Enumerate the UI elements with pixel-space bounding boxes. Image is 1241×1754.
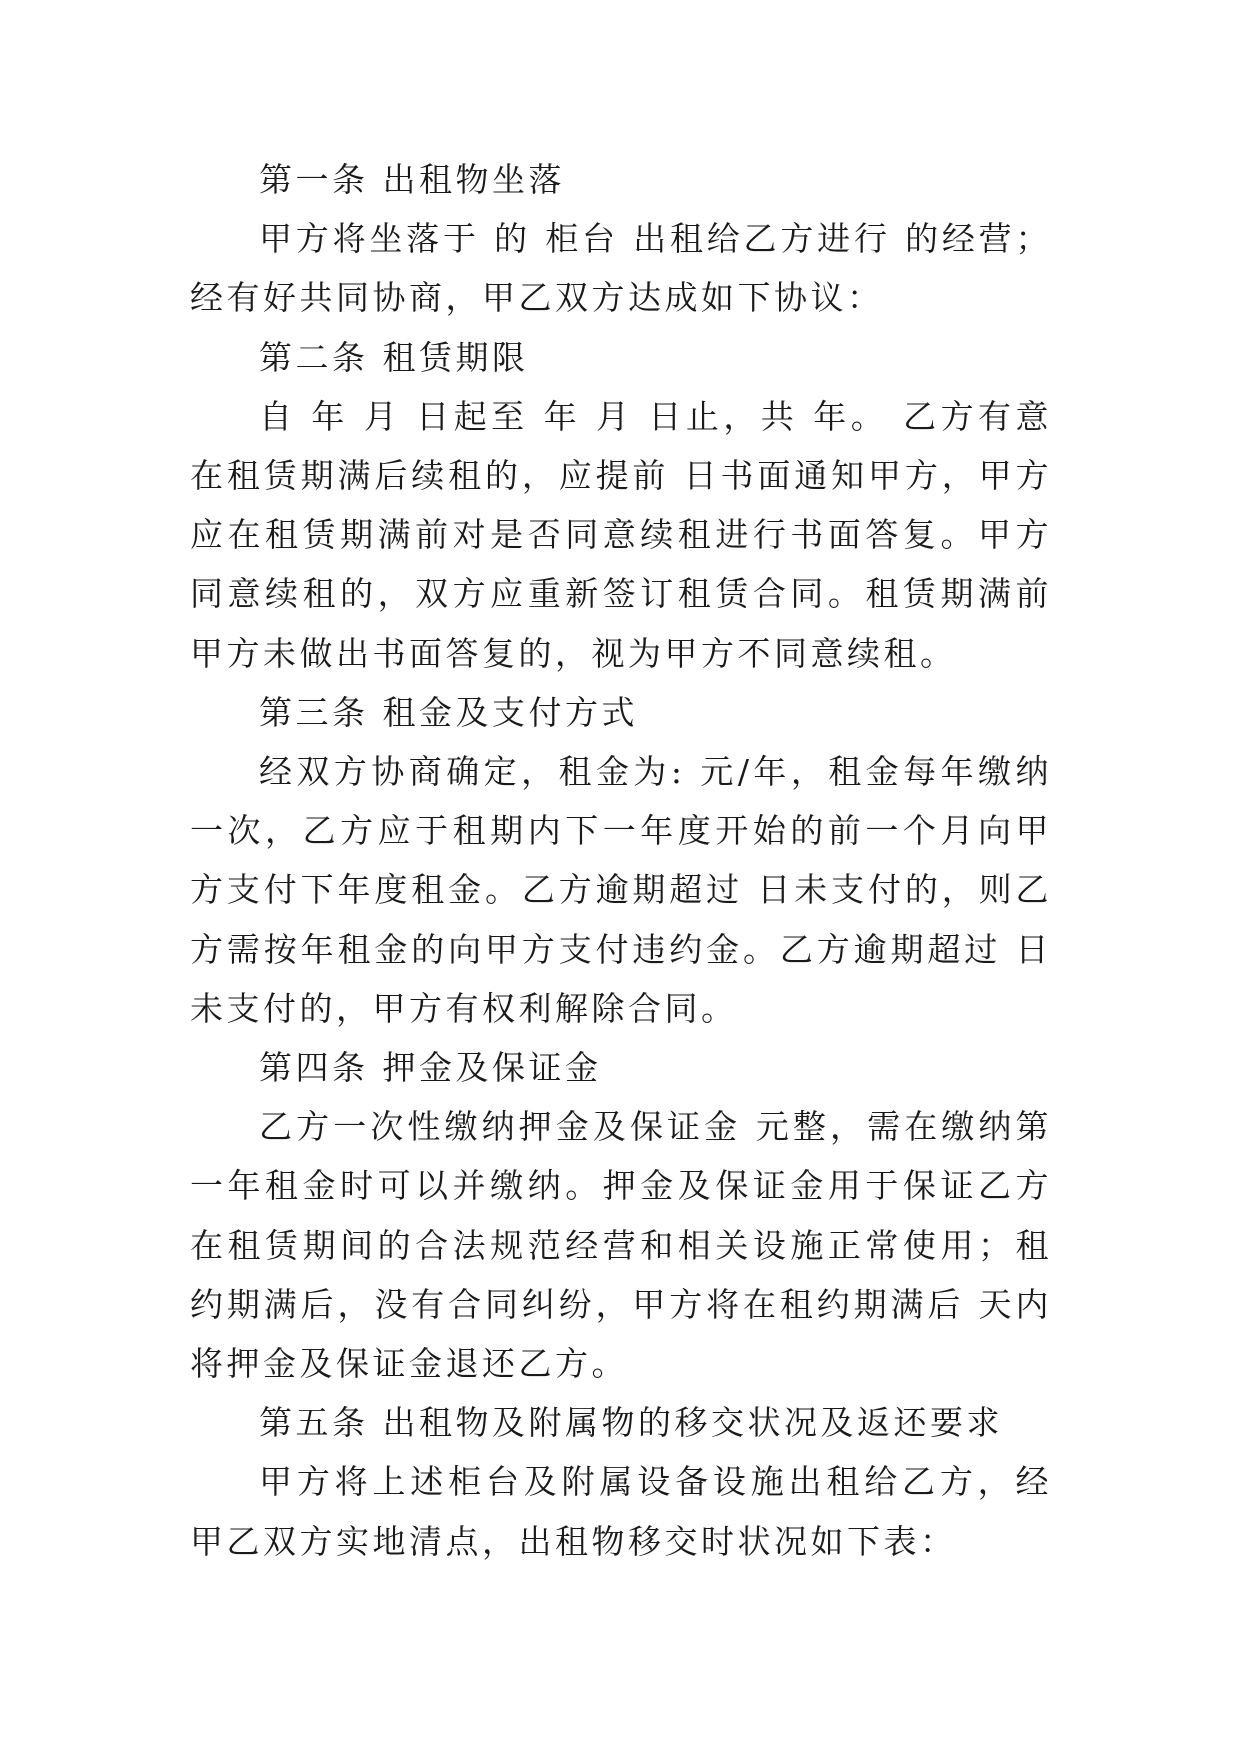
article-2-heading: 第二条 租赁期限 <box>259 337 529 377</box>
article-5-heading: 第五条 出租物及附属物的移交状况及返还要求 <box>259 1403 1003 1443</box>
article-5-body: 甲方将上述柜台及附属设备设施出租给乙方，经甲乙双方实地清点，出租物移交时状况如下表： <box>190 1462 1052 1561</box>
article-4-heading: 第四条 押金及保证金 <box>259 1048 602 1088</box>
article-2-body: 自 年 月 日起至 年 月 日止，共 年。 乙方有意在租赁期满后续租的，应提前 日书面通知甲方，甲方应在租赁期满前对是否同意续租进行书面答复。甲方同意续租的，双方应重新签订租赁合同。租赁期满前甲方未做出书面答复的，视为甲方不同意续租。 <box>190 396 1052 673</box>
article-1-body: 甲方将坐落于 的 柜台 出租给乙方进行 的经营；经有好共同协商，甲乙双方达成如下协议： <box>190 219 1052 318</box>
article-3-body: 经双方协商确定，租金为: 元/年，租金每年缴纳一次，乙方应于租期内下一年度开始的前一个月向甲方支付下年度租金。乙方逾期超过 日未支付的，则乙方需按年租金的向甲方支付违约金。乙方逾期超过 日未支付的，甲方有权利解除合同。 <box>190 752 1052 1028</box>
contract-text <box>190 150 1052 1571</box>
article-3-heading: 第三条 租金及支付方式 <box>259 692 638 732</box>
article-4-body: 乙方一次性缴纳押金及保证金 元整，需在缴纳第一年租金时可以并缴纳。押金及保证金用于保证乙方在租赁期间的合法规范经营和相关设施正常使用；租约期满后，没有合同纠纷，甲方将在租约期满后 天内将押金及保证金退还乙方。 <box>190 1107 1052 1384</box>
article-1-heading: 第一条 出租物坐落 <box>259 160 565 199</box>
